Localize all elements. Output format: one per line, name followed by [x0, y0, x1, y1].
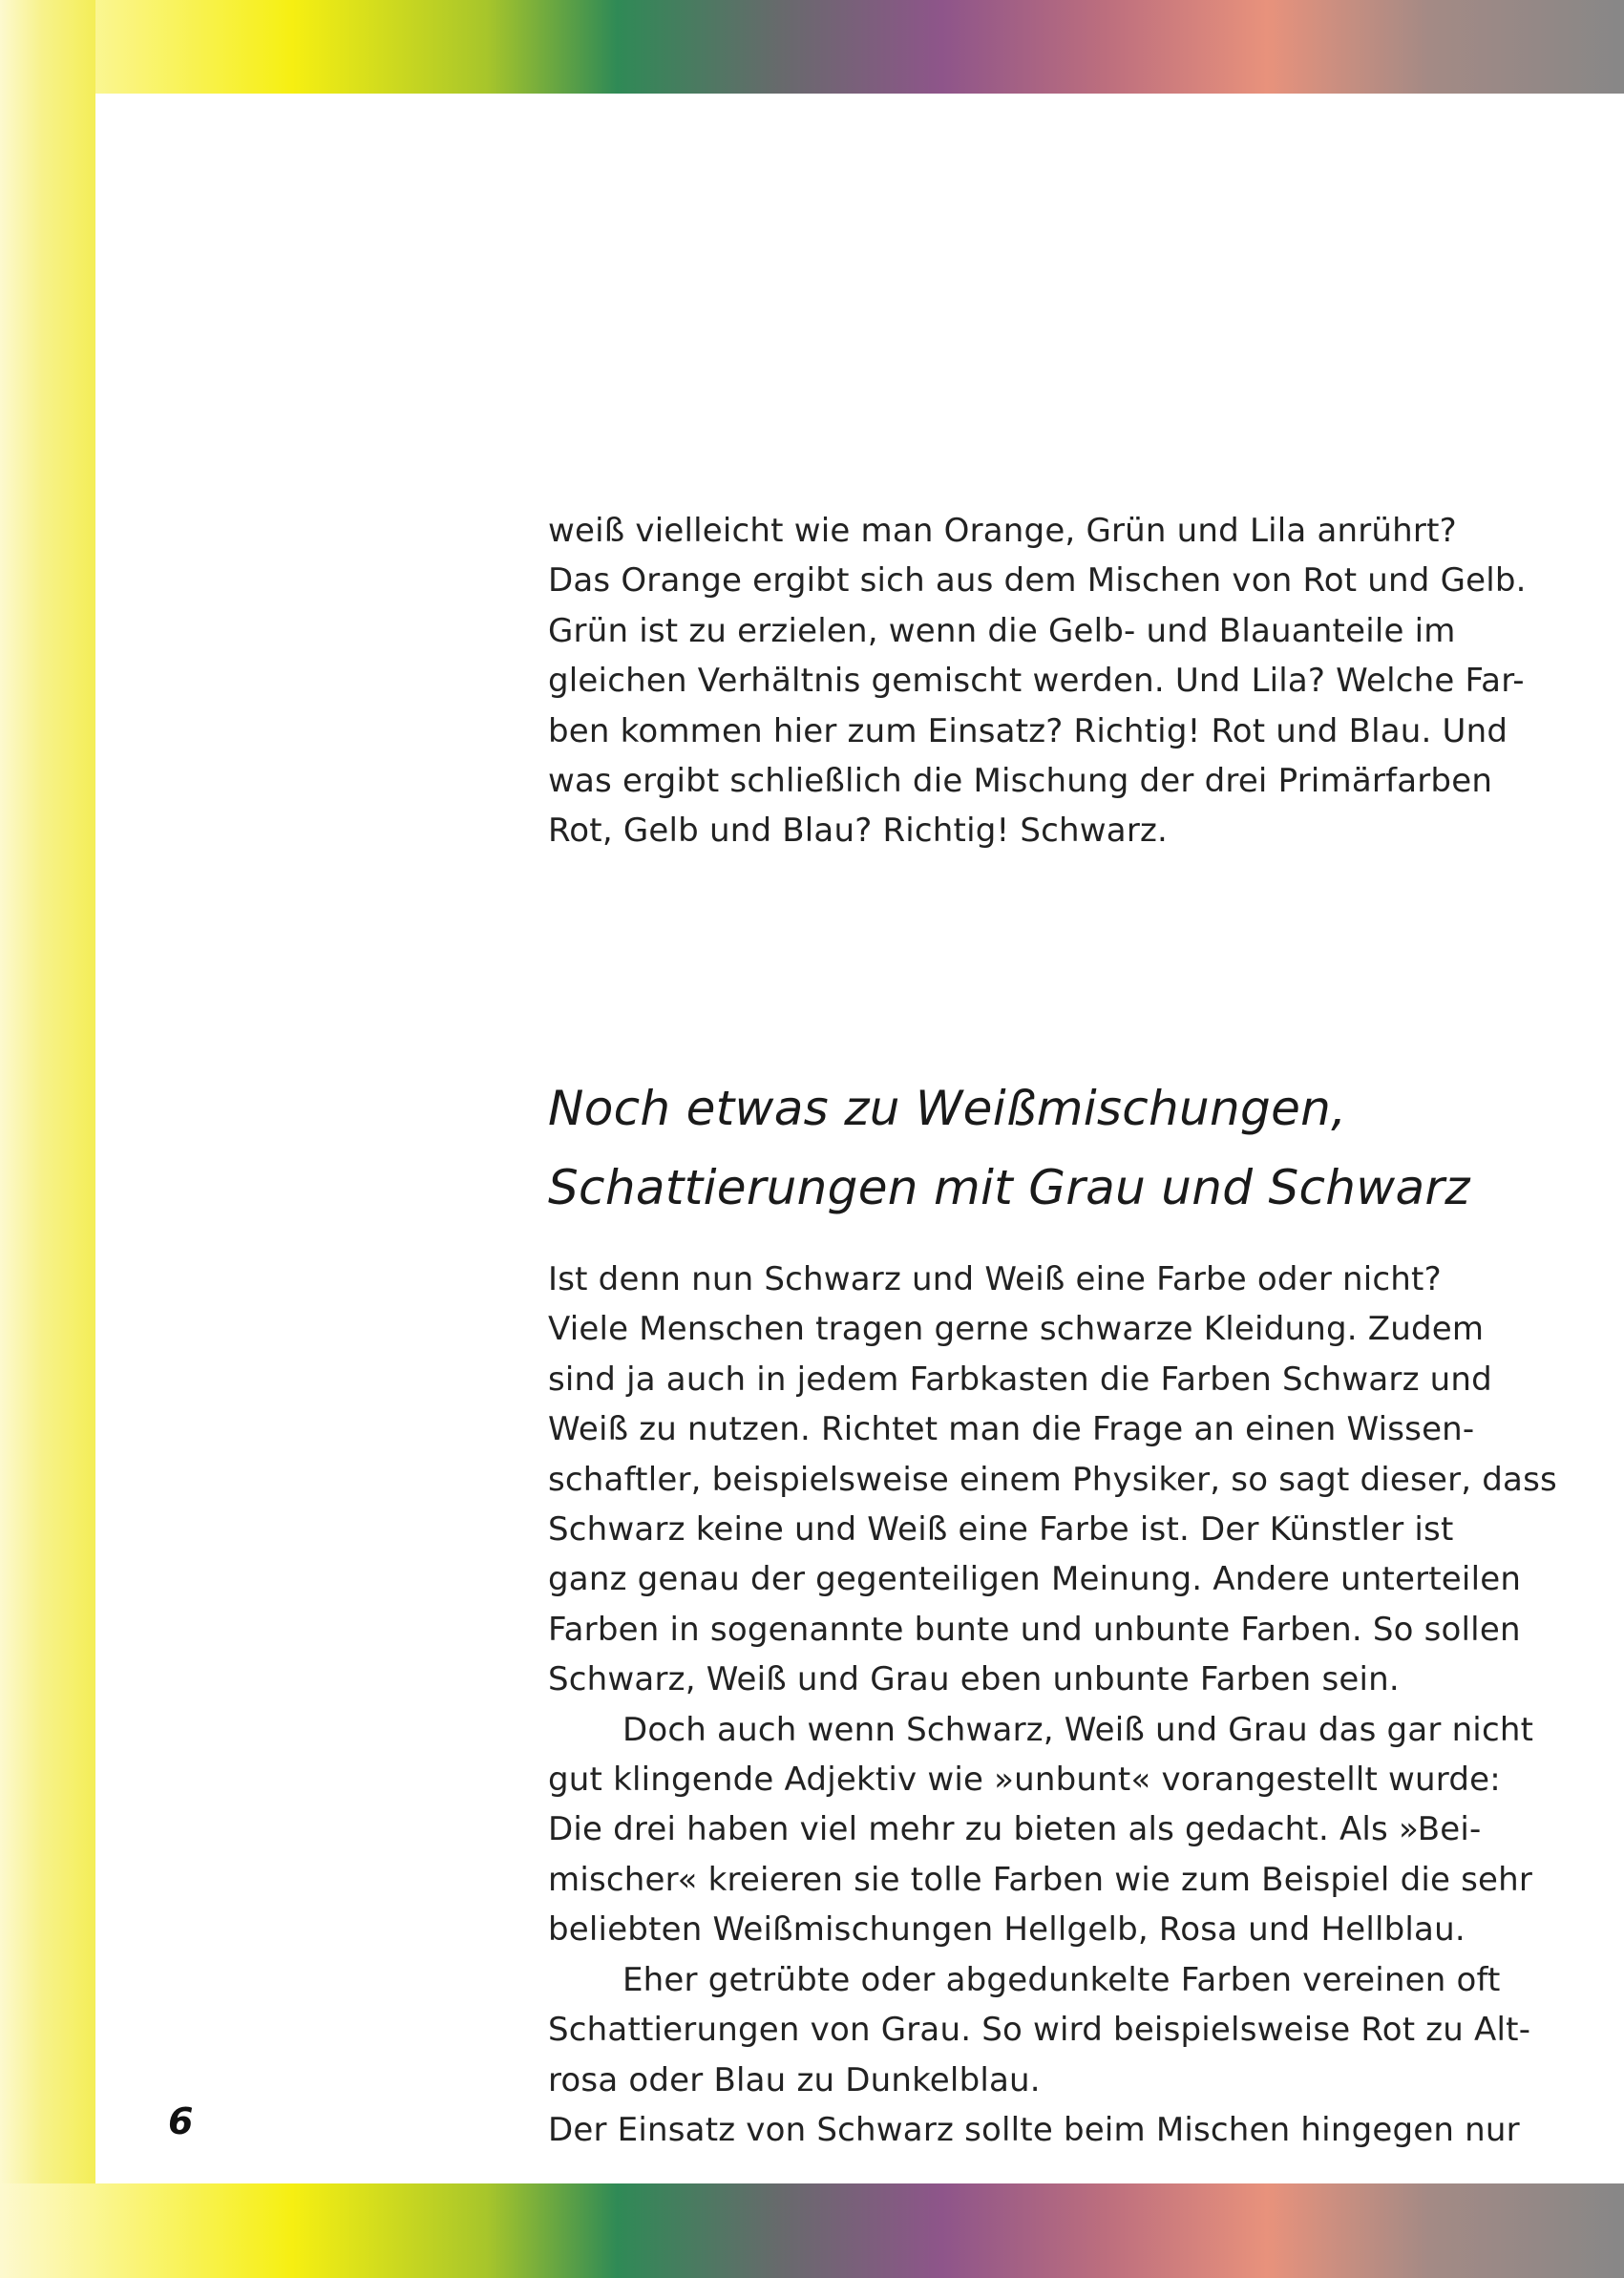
body-paragraphs — [548, 1255, 1570, 2155]
text-line: mischer« kreieren sie tolle Farben wie zum Beispiel die sehr — [548, 1860, 1533, 1899]
left-color-band — [0, 0, 95, 2278]
text-line: ganz genau der gegenteiligen Meinung. Andere unterteilen — [548, 1560, 1522, 1599]
intro-paragraph — [548, 506, 1570, 856]
top-color-band — [0, 0, 1624, 94]
page-number: 6 — [168, 2100, 194, 2142]
text-line: Schattierungen von Grau. So wird beispielsweise Rot zu Alt- — [548, 2011, 1531, 2050]
text-line: Farben in sogenannte bunte und unbunte Farben. So sollen — [548, 1610, 1521, 1649]
text-line: Viele Menschen tragen gerne schwarze Kleidung. Zudem — [548, 1310, 1485, 1349]
page — [95, 94, 1624, 2183]
text-line: gleichen Verhältnis gemischt werden. Und Lila? Welche Far- — [548, 662, 1525, 701]
text-line: Der Einsatz von Schwarz sollte beim Mischen hingegen nur — [548, 2110, 1520, 2149]
text-line-indented: Doch auch wenn Schwarz, Weiß und Grau das gar nicht — [622, 1710, 1534, 1749]
bottom-color-band — [0, 2183, 1624, 2278]
text-line: Rot, Gelb und Blau? Richtig! Schwarz. — [548, 812, 1169, 851]
text-line: ben kommen hier zum Einsatz? Richtig! Rot und Blau. Und — [548, 711, 1508, 750]
text-line: Grün ist zu erzielen, wenn die Gelb- und Blauanteile im — [548, 611, 1456, 650]
text-line: Weiß zu nutzen. Richtet man die Frage an einen Wissen- — [548, 1410, 1475, 1449]
text-line: rosa oder Blau zu Dunkelblau. — [548, 2060, 1041, 2099]
text-line: Schwarz keine und Weiß eine Farbe ist. Der Künstler ist — [548, 1510, 1454, 1550]
text-line: Die drei haben viel mehr zu bieten als gedacht. Als »Bei- — [548, 1810, 1482, 1849]
text-line: beliebten Weißmischungen Hellgelb, Rosa und Hellblau. — [548, 1910, 1466, 1950]
text-line: Schwarz, Weiß und Grau eben unbunte Farben sein. — [548, 1660, 1400, 1699]
text-line: schaftler, beispielsweise einem Physiker, so sagt dieser, dass — [548, 1460, 1557, 1499]
heading-line: Noch etwas zu Weißmischungen, — [548, 1081, 1347, 1136]
heading-line: Schattierungen mit Grau und Schwarz — [548, 1160, 1470, 1215]
text-line: Ist denn nun Schwarz und Weiß eine Farbe oder nicht? — [548, 1260, 1442, 1298]
text-line-indented: Eher getrübte oder abgedunkelte Farben vereinen oft — [622, 1960, 1501, 1999]
text-line: weiß vielleicht wie man Orange, Grün und Lila anrührt? — [548, 512, 1457, 550]
text-line: Das Orange ergibt sich aus dem Mischen von Rot und Gelb. — [548, 561, 1527, 601]
text-line: was ergibt schließlich die Mischung der drei Primärfarben — [548, 762, 1493, 801]
section-heading — [548, 1069, 1598, 1228]
text-line: gut klingende Adjektiv wie »unbunt« vorangestellt wurde: — [548, 1761, 1501, 1800]
text-line: sind ja auch in jedem Farbkasten die Farben Schwarz und — [548, 1360, 1492, 1399]
